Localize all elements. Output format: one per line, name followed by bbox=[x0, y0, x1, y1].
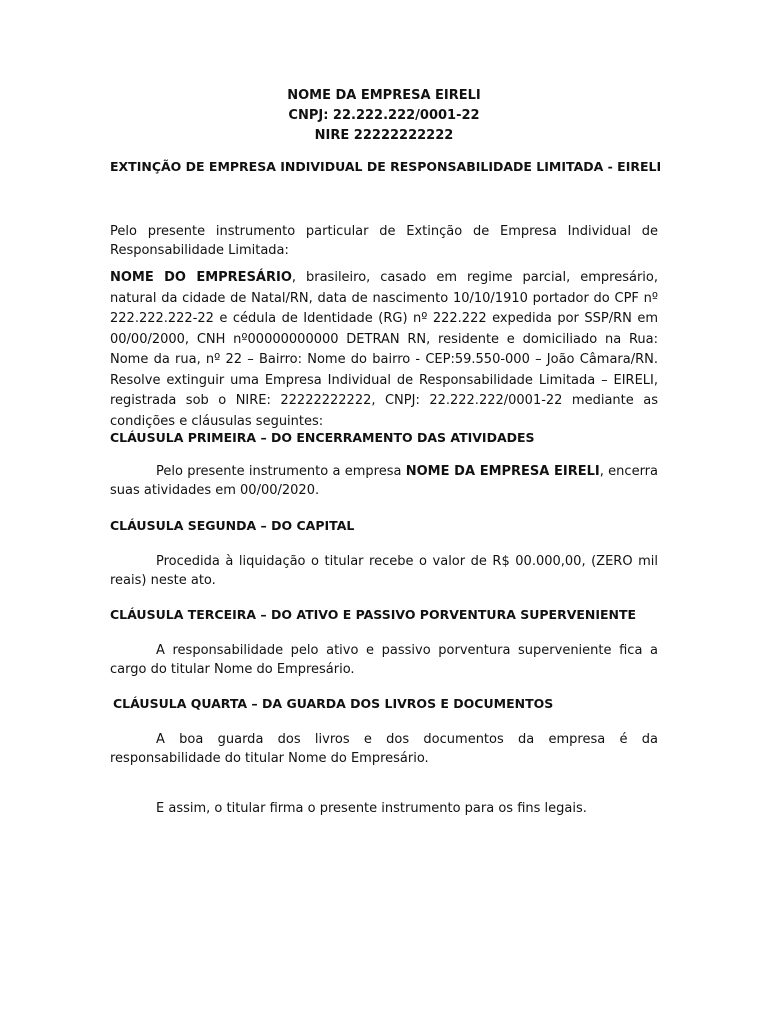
clause-3-heading: CLÁUSULA TERCEIRA – DO ATIVO E PASSIVO PORVENTURA SUPERVENIENTE bbox=[110, 607, 637, 622]
document-title: EXTINÇÃO DE EMPRESA INDIVIDUAL DE RESPONSABILIDADE LIMITADA - EIRELI bbox=[110, 159, 662, 174]
intro-paragraph: Pelo presente instrumento particular de Extinção de Empresa Individual de Responsabilidade Limitada: bbox=[110, 224, 658, 258]
company-nire: NIRE 22222222222 bbox=[314, 128, 454, 143]
clause-4-heading: CLÁUSULA QUARTA – DA GUARDA DOS LIVROS E DOCUMENTOS bbox=[113, 696, 554, 711]
person-paragraph bbox=[110, 268, 658, 432]
clause-4-text: A boa guarda dos livros e dos documentos da empresa é da responsabilidade do titular Nome do Empresário. bbox=[110, 732, 658, 766]
person-details: , brasileiro, casado em regime parcial, empresário, natural da cidade de Natal/RN, data de nascimento 10/10/1910 portador do CPF nº 222.222.222-22 e cédula de Identidade (RG) nº 222.222 expedida por SSP/RN em 00/00/2000, CNH nº00000000000 DETRAN RN, residente e domiciliado na Rua: Nome da rua, nº 22 – Bairro: Nome do bairro - CEP:59.550-000 – João Câmara/RN. Resolve extinguir uma Empresa Individual de Responsabilidade Limitada – EIRELI, registrada sob o NIRE: 22222222222, CNPJ: 22.222.222/0001-22 mediante as condições e cláusulas seguintes: bbox=[110, 270, 658, 429]
person-name: NOME DO EMPRESÁRIO bbox=[110, 270, 292, 285]
clause-1-text-before: Pelo presente instrumento a empresa bbox=[156, 464, 406, 479]
document-header bbox=[0, 86, 768, 146]
clause-1-heading: CLÁUSULA PRIMEIRA – DO ENCERRAMENTO DAS ATIVIDADES bbox=[110, 430, 535, 445]
company-name: NOME DA EMPRESA EIRELI bbox=[287, 88, 481, 103]
clause-1-text bbox=[110, 463, 658, 500]
clause-2-heading: CLÁUSULA SEGUNDA – DO CAPITAL bbox=[110, 518, 355, 533]
clause-3-text: A responsabilidade pelo ativo e passivo porventura superveniente fica a cargo do titular Nome do Empresário. bbox=[110, 643, 658, 677]
company-cnpj: CNPJ: 22.222.222/0001-22 bbox=[288, 108, 480, 123]
clause-1-text-after: , encerra suas atividades em 00/00/2020. bbox=[110, 464, 658, 498]
clause-1-company-name: NOME DA EMPRESA EIRELI bbox=[405, 464, 600, 479]
closing-paragraph: E assim, o titular firma o presente instrumento para os fins legais. bbox=[156, 801, 587, 816]
clause-2-text: Procedida à liquidação o titular recebe o valor de R$ 00.000,00, (ZERO mil reais) neste ato. bbox=[110, 554, 658, 588]
